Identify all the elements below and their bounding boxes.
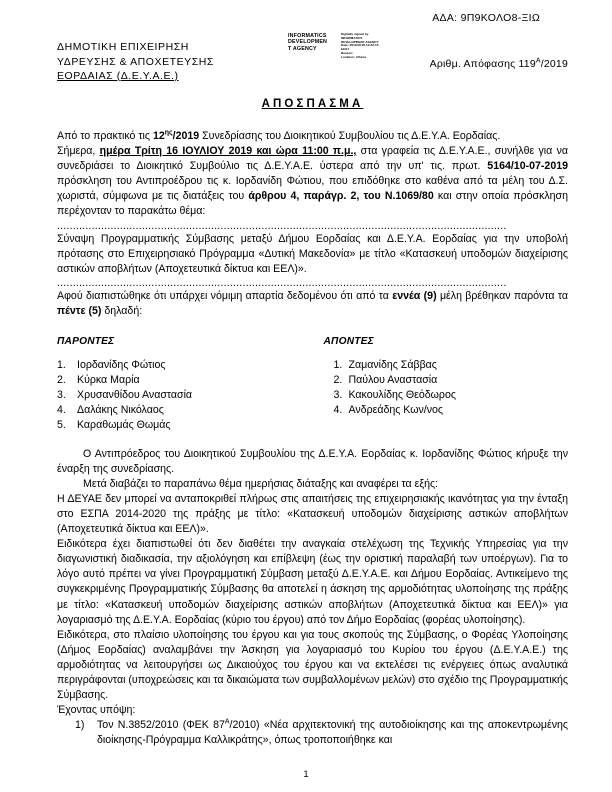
attendance-section: [57, 336, 568, 433]
absent-index-1: 1.: [333, 359, 343, 372]
document-header: [57, 28, 568, 84]
digital-signature-stamp: [288, 33, 406, 59]
signature-detail-line-4: Date: 2019.08.20 12:22:13: [341, 43, 379, 48]
absent-name-3: Κακουλίδης Θεόδωρος: [348, 389, 456, 402]
list-item: [324, 373, 569, 388]
list-item: [57, 388, 302, 403]
present-header: ΠΑΡΟΝΤΕΣ: [57, 336, 115, 348]
organization-name: [57, 40, 214, 84]
list-item: [57, 358, 302, 373]
signature-agency-line-1: INFORMATICS: [288, 33, 327, 39]
present-list: [57, 358, 302, 433]
decision-number-superscript: Α: [535, 57, 541, 65]
signature-detail-line-6: Reason:: [341, 50, 354, 55]
absent-name-4: Ανδρεάδης Κων/νος: [348, 404, 444, 417]
signature-detail-line-1: Digitally signed by: [341, 32, 369, 36]
quorum-paragraph: [57, 289, 568, 319]
page-number: 1: [303, 769, 309, 780]
narrative-paragraph-1: Ο Αντιπρόεδρος του Διοικητικού Συμβουλίου της Δ.Ε.Υ.Α. Εορδαίας κ. Ιορδανίδης Φώτιος κήρυξε την έναρξη της συνεδρίασης.: [57, 448, 568, 476]
decision-number-year: /2019: [540, 58, 568, 70]
narrative-paragraph-5: Ειδικότερα, στο πλαίσιο υλοποίησης του έργου και για τους σκοπούς της Σύμβασης, ο Φορέας Υλοποίησης (Δήμος Εορδαίας) αναλαμβάνει την Άσκηση για λογαριασμό του Κυρίου του έργου (Δ.Ε.Υ.Α.Ε.) της αρμοδιότητας να λειτουργήσει ως Δικαιούχος του έργου και να εκτελέσει τις ενέργειες όπως αναλυτικά περιγράφονται (υποχρεώσεις και τα δικαιώματα των συμβαλλομένων μελών) στο σχέδιο της Προγραμματικής Σύμβασης.: [57, 628, 568, 701]
list-item: [57, 373, 302, 388]
intro-section: [57, 129, 568, 220]
narrative-section: [57, 447, 568, 718]
narrative-paragraph-2: Μετά διαβάζει το παραπάνω θέμα ημερήσιας διάταξης και αναφέρει τα εξής:: [83, 478, 439, 491]
list-item: [324, 403, 569, 418]
quorum-b: μέλη βρέθηκαν παρόντα τα: [436, 289, 568, 302]
intro-paragraph-2: [57, 144, 568, 219]
intro-p2-a: Σήμερα,: [57, 145, 100, 158]
present-index-1: 1.: [57, 359, 66, 372]
separator-top: ...............................................................................................................................................: [57, 219, 507, 232]
organization-line-1: ΔΗΜΟΤΙΚΗ ΕΠΙΧΕΙΡΗΣΗ: [57, 41, 189, 53]
legal-basis-list: [57, 718, 568, 748]
list-item: [57, 403, 302, 418]
document-title: ΑΠΟΣΠΑΣΜΑ: [261, 98, 364, 110]
quorum-present-count: πέντε (5): [57, 304, 102, 317]
present-index-4: 4.: [57, 404, 66, 417]
quorum-a: Αφού διαπιστώθηκε ότι υπάρχει νόμιμη απαρτία δεδομένου ότι από τα: [57, 289, 393, 302]
intro-session-year: /2019: [172, 130, 200, 142]
legal-item-label-1: 1): [75, 718, 85, 731]
intro-p1-a: Από το πρακτικό τις: [57, 130, 153, 142]
list-item: [324, 388, 569, 403]
meeting-datetime: ημέρα Τρίτη 16 ΙΟΥΛΙΟΥ 2019 και ώρα 11:00 π.μ.,: [99, 145, 357, 158]
intro-p2-d: και στην οποία πρόσκληση περέχονταν το παρακάτω θέμα:: [57, 190, 568, 218]
legal-item-text-1-a: Τον Ν.3852/2010 (ΦΕΚ 87: [97, 718, 225, 731]
decision-number-text: Αριθμ. Απόφασης 119: [429, 58, 536, 70]
agenda-theme: Σύναψη Προγραμματικής Σύμβασης μεταξύ Δήμου Εορδαίας και Δ.Ε.Υ.Α. Εορδαίας για την υποβολή πρότασης στο Επιχειρησιακό Πρόγραμμα «Δυτική Μακεδονία» με τίτλο «Κατασκευή υποδομών διαχείρισης αστικών αποβλήτων (Αποχετευτικά δίκτυα και ΕΕΛ)».: [57, 232, 568, 275]
narrative-paragraph-6: Έχοντας υπόψη:: [57, 703, 136, 716]
signature-detail-line-3: DEVELOPMENT AGENCY: [341, 39, 379, 44]
signature-detail-line-5: EEST: [341, 47, 350, 51]
absent-column: [302, 336, 569, 433]
invitation-protocol-number: 5164/10-07-2019: [487, 160, 568, 173]
narrative-paragraph-3: Η ΔΕΥΑΕ δεν μπορεί να ανταποκριθεί πλήρως στις απαιτήσεις της επιχειρησιακής ικανότητας για την ένταξη στο ΕΣΠΑ 2014-2020 της πράξης με τίτλο: «Κατασκευή υποδομών διαχείρισης αστικών αποβλήτων (Αποχετευτικά δίκτυα και ΕΕΛ)».: [57, 493, 568, 536]
present-index-3: 3.: [57, 389, 66, 402]
ada-code: ΑΔΑ: 9Π9ΚΟΛΟ8-ΞΙΩ: [432, 12, 540, 24]
present-name-5: Καραθωμάς Θωμάς: [77, 419, 171, 432]
decision-number: [430, 58, 568, 70]
quorum-section: [57, 289, 568, 319]
quorum-c: δηλαδή:: [101, 304, 143, 317]
present-name-1: Ιορδανίδης Φώτιος: [77, 359, 166, 372]
signature-details: [341, 33, 404, 59]
signature-agency-line-3: T AGENCY: [288, 45, 317, 52]
absent-index-4: 4.: [333, 404, 343, 417]
legal-item-text-1-b: /2010) «Νέα αρχιτεκτονική της αυτοδιοίκησης και της αποκεντρωμένης διοίκησης-Πρόγραμμα Καλλικράτης», όπως τροποποιήθηκε και: [97, 718, 568, 746]
intro-paragraph-1: [57, 129, 568, 144]
present-column: [57, 336, 302, 433]
present-name-2: Κύρκα Μαρία: [77, 374, 140, 387]
intro-p2-b: στα γραφεία τις Δ.Ε.Υ.Α.Ε., συνήλθε για να συνεδριάσει το Διοικητικό Συμβούλιο τις Δ.Ε.Υ.Α.Ε. ύστερα από την υπ' τις. πρωτ.: [57, 145, 568, 173]
present-name-4: Δαλάκης Νικόλαος: [77, 404, 164, 417]
legal-article-reference: άρθρου 4, παράγρ. 2, του Ν.1069/80: [248, 190, 434, 203]
list-item: [57, 718, 568, 748]
signature-agency-name: [288, 33, 338, 52]
intro-session-superscript: ης: [164, 129, 173, 137]
absent-name-1: Ζαμανίδης Σάββας: [348, 359, 437, 372]
absent-index-3: 3.: [333, 389, 343, 402]
absent-name-2: Παύλου Αναστασία: [348, 374, 438, 387]
present-name-3: Χρυσανθίδου Αναστασία: [77, 389, 193, 402]
list-item: [324, 358, 569, 373]
list-item: [57, 418, 302, 433]
intro-session-number: 12: [152, 130, 165, 142]
signature-agency-line-2: DEVELOPMEN: [288, 39, 328, 46]
present-index-2: 2.: [57, 374, 66, 387]
signature-detail-line-2: INFORMATICS: [341, 35, 363, 40]
signature-detail-line-7: Location: Athens: [341, 54, 367, 59]
separator-bottom: ...............................................................................................................................................: [57, 276, 507, 289]
narrative-paragraph-4: Ειδικότερα έχει διαπιστωθεί ότι δεν διαθέτει την αναγκαία στελέχωση της Τεχνικής Υπηρεσίας για την διαγωνιστική διαδικασία, την αξιολόγηση και επίβλεψη (έως την οριστική παραλαβή των υποέργων). Για το λόγο αυτό πρέπει να γίνει Προγραμματική Σύμβαση μεταξύ Δ.Ε.Υ.Α.Ε. και Δήμου Εορδαίας. Αντικείμενο της συγκεκριμένης Προγραμματικής Σύμβασης θα αποτελεί η άσκηση της αρμοδιότητας υλοποίησης της πράξης με τίτλο: «Κατασκευή υποδομών διαχείρισης αστικών αποβλήτων (Αποχετευτικά δίκτυα και ΕΕΛ)» για λογαριασμό της Δ.Ε.Υ.Α. Εορδαίας (κύριο του έργου) από τον Δήμο Εορδαίας (φορέας υλοποίησης).: [57, 538, 568, 626]
quorum-total-members: εννέα (9): [392, 289, 437, 302]
organization-line-3: ΕΟΡΔΑΙΑΣ (Δ.Ε.Υ.Α.Ε.): [57, 70, 179, 82]
absent-list: [324, 358, 569, 418]
intro-p2-c: πρόσκληση του Αντιπροέδρου τις κ. Ιορδανίδη Φώτιου, που επιδόθηκε στο καθένα από τα μέλη του Δ.Σ. χωριστά, σύμφωνα με τις διατάξεις του: [57, 175, 568, 203]
absent-index-2: 2.: [333, 374, 343, 387]
legal-item-text-1: [97, 718, 568, 748]
intro-p1-d: Συνεδρίασης του Διοικητικού Συμβουλίου τις Δ.Ε.Υ.Α. Εορδαίας.: [199, 130, 501, 142]
legal-item-superscript-1: Α: [224, 718, 230, 726]
organization-line-2: ΥΔΡΕΥΣΗΣ & ΑΠΟΧΕΤΕΥΣΗΣ: [57, 55, 214, 68]
absent-header: ΑΠΟΝΤΕΣ: [323, 336, 374, 348]
present-index-5: 5.: [57, 419, 66, 432]
